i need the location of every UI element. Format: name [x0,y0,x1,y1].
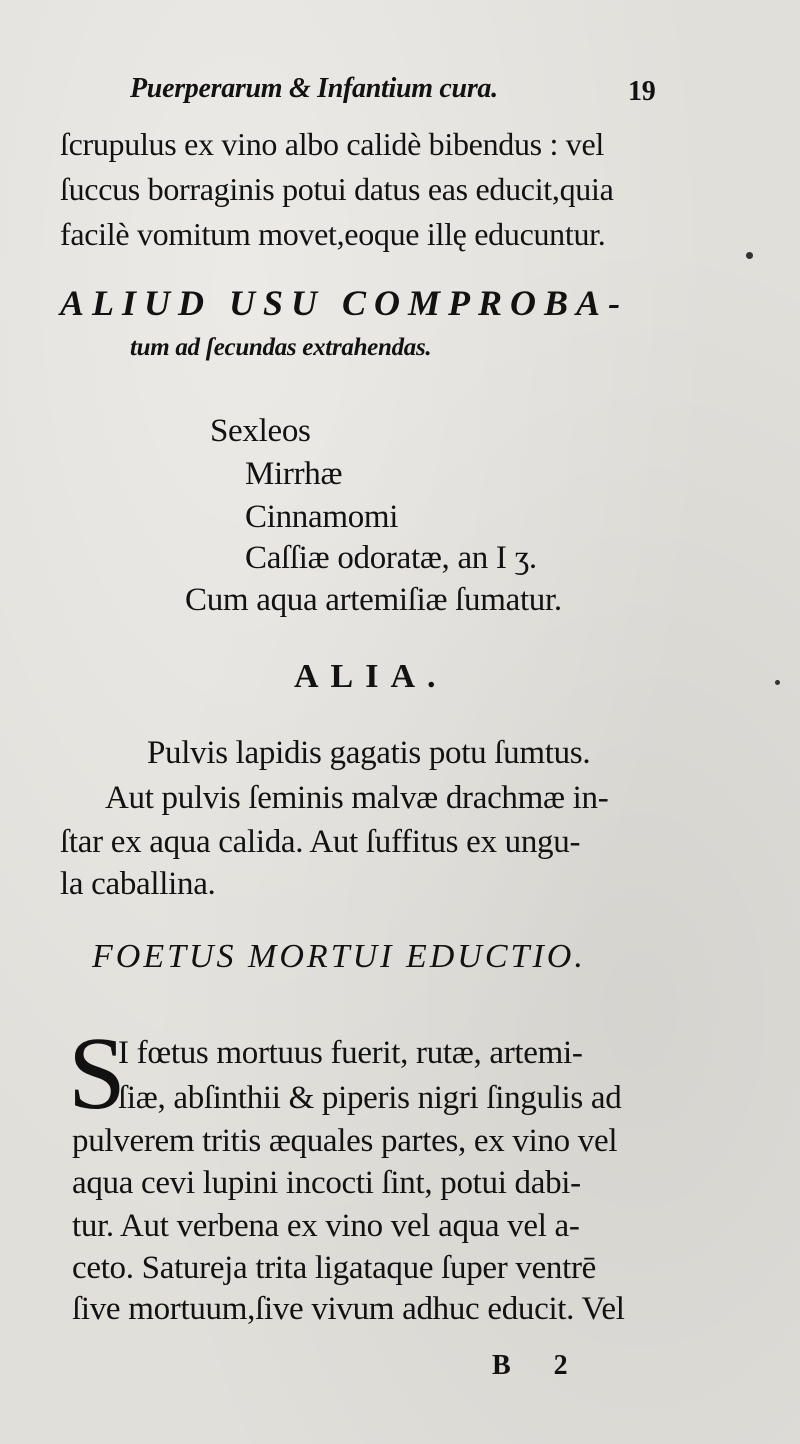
section-heading-aliud: ALIUD USU COMPROBA- [60,283,629,323]
page-number: 19 [628,76,656,107]
section-subheading-aliud: tum ad ſecundas extrahendas. [130,334,432,361]
para2-line-1: Pulvis lapidis gagatis potu ſumtus. [147,735,591,771]
para3-line-3: pulverem tritis æquales partes, ex vino vel [72,1123,618,1159]
paper-speck [775,680,780,685]
para2-line-2: Aut pulvis ſeminis malvæ drachmæ in- [105,780,609,816]
signature-mark: B 2 [492,1350,586,1381]
para1-line-3: facilè vomitum movet,eoque illę educuntur. [60,216,606,252]
drop-cap: S [68,1016,126,1131]
running-title: Puerperarum & Infantium cura. [130,73,498,104]
para2-line-3: ſtar ex aqua calida. Aut ſuffitus ex ungu- [60,824,581,860]
recipe-line-3: Cinnamomi [245,499,399,535]
recipe-line-2: Mirrhæ [245,456,343,492]
para3-line-7: ſive mortuum,ſive vivum adhuc educit. Vel [72,1291,625,1327]
recipe-line-5: Cum aqua artemiſiæ ſumatur. [185,582,562,618]
para3-line-1: I fœtus mortuus fuerit, rutæ, artemi- [118,1035,583,1071]
recipe-line-4: Caſſiæ odoratæ, an I ʒ. [245,540,537,576]
para1-line-2: ſuccus borraginis potui datus eas educit,quia [60,171,614,207]
para2-line-4: la caballina. [60,866,216,902]
para3-line-5: tur. Aut verbena ex vino vel aqua vel a- [72,1208,580,1244]
para1-line-1: ſcrupulus ex vino albo calidè bibendus : vel [60,126,605,162]
section-heading-foetus: FOETUS MORTUI EDUCTIO. [92,938,586,975]
recipe-line-1: Sexleos [210,413,311,449]
para3-line-2: ſiæ, abſinthii & piperis nigri ſingulis ad [118,1080,622,1116]
para3-line-6: ceto. Satureja trita ligataque ſuper ventrē [72,1250,597,1286]
section-heading-alia: ALIA. [294,658,448,695]
paper-speck [746,252,753,259]
para3-line-4: aqua cevi lupini incocti ſint, potui dabi- [72,1165,581,1201]
